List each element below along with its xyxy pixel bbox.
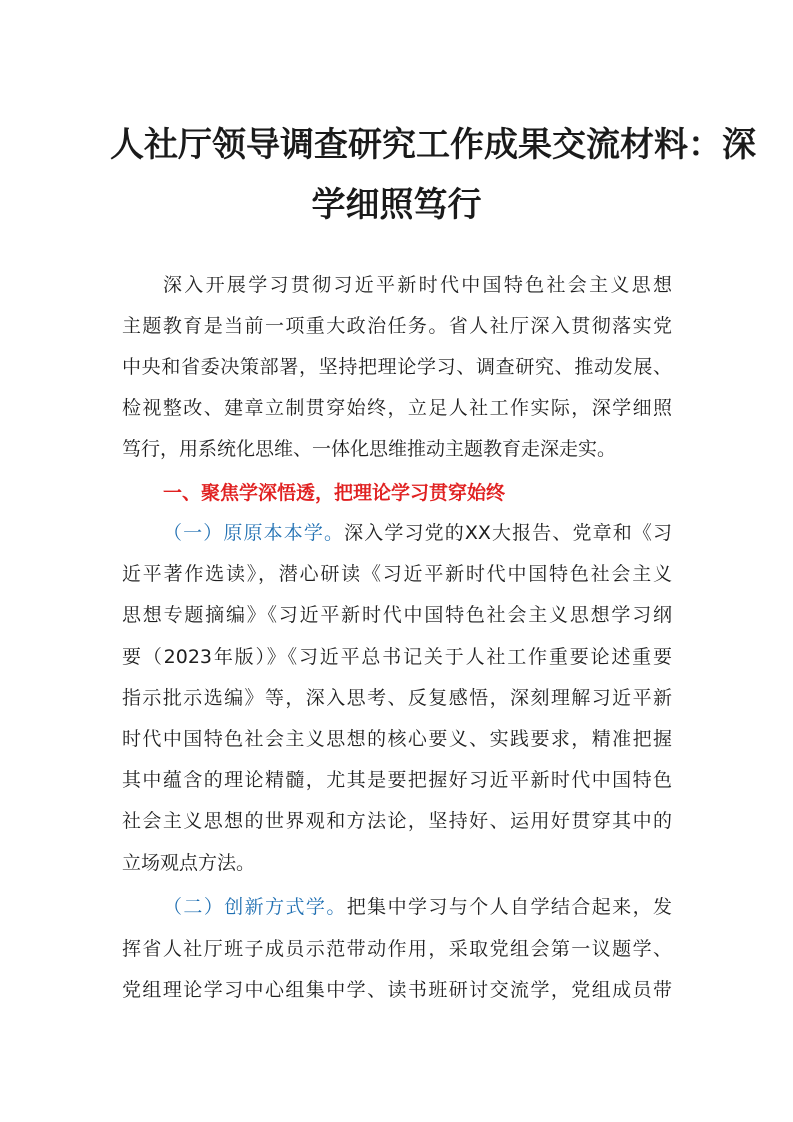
- intro-line: 笃行，用系统化思维、一体化思维推动主题教育走深走实。: [122, 438, 617, 460]
- subsection-2-text: 把集中学习与个人自学结合起来，发: [346, 896, 672, 918]
- intro-line: 检视整改、建章立制贯穿始终，立足人社工作实际，深学细照: [122, 397, 672, 419]
- paragraph-line: 党组理论学习中心组集中学、读书班研讨交流学，党组成员带: [122, 979, 672, 1001]
- intro-line: 主题教育是当前一项重大政治任务。省人社厅深入贯彻落实党: [122, 315, 672, 337]
- subsection-2-label: （二）创新方式学。: [163, 896, 347, 918]
- document-title-line-1: 人社厅领导调查研究工作成果交流材料：深: [110, 125, 756, 165]
- paragraph-line: 社会主义思想的世界观和方法论，坚持好、运用好贯穿其中的: [122, 810, 672, 832]
- paragraph-line: 思想专题摘编》《习近平新时代中国特色社会主义思想学习纲: [122, 604, 672, 626]
- subsection-1-label: （一）原原本本学。: [163, 522, 345, 544]
- paragraph-line: 立场观点方法。: [122, 852, 256, 874]
- subsection-2-first-line: [163, 893, 672, 921]
- paragraph-line: 近平著作选读》，潜心研读《习近平新时代中国特色社会主义: [122, 563, 672, 585]
- paragraph-line: 挥省人社厅班子成员示范带动作用，采取党组会第一议题学、: [122, 938, 672, 960]
- section-heading: 一、聚焦学深悟透，把理论学习贯穿始终: [163, 482, 506, 504]
- paragraph-line: 指示批示选编》等，深入思考、反复感悟，深刻理解习近平新: [122, 687, 672, 709]
- paragraph-line: 其中蕴含的理论精髓，尤其是要把握好习近平新时代中国特色: [122, 769, 672, 791]
- subsection-1-text: 深入学习党的XX大报告、党章和《习: [344, 522, 672, 544]
- intro-line: 深入开展学习贯彻习近平新时代中国特色社会主义思想: [163, 274, 672, 296]
- intro-line: 中央和省委决策部署，坚持把理论学习、调查研究、推动发展、: [122, 356, 672, 378]
- paragraph-line: 要（2023年版）》《习近平总书记关于人社工作重要论述重要: [122, 646, 672, 668]
- document-title-line-2: 学细照笃行: [311, 185, 482, 225]
- paragraph-line: 时代中国特色社会主义思想的核心要义、实践要求，精准把握: [122, 728, 672, 750]
- subsection-1-first-line: [163, 519, 672, 547]
